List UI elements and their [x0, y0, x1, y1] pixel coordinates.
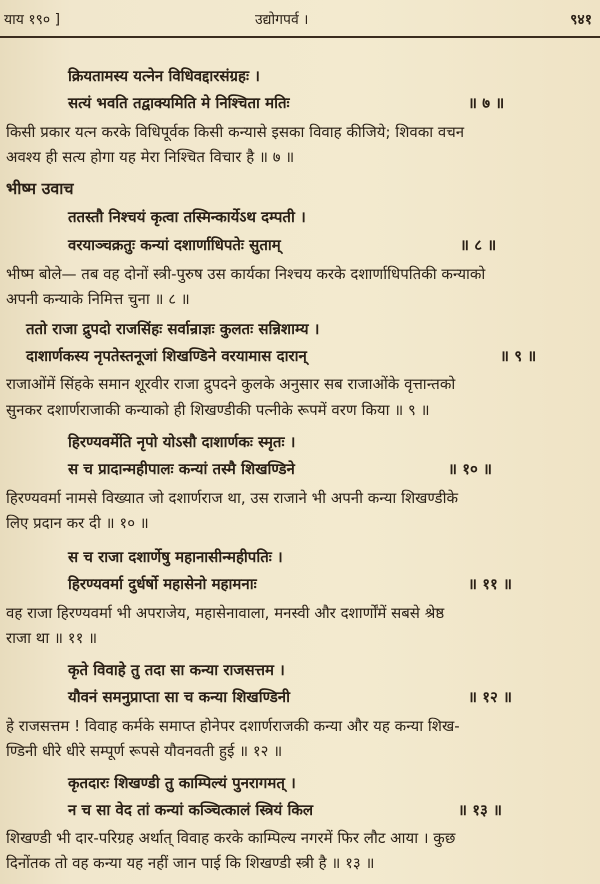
verse-7-line-2: सत्यं भवति तद्वाक्यमिति मे निश्चिता मतिः	[68, 94, 290, 112]
running-title: उद्योगपर्व ।	[255, 12, 309, 28]
page-number: ९४१	[570, 12, 592, 28]
verse-10-line-1: हिरण्यवर्मेति नृपो योऽसौ दाशार्णकः स्मृतः ।	[68, 433, 296, 451]
verse-13-line-2: न च सा वेद तां कन्यां कञ्चित्कालं स्त्रियं किल	[68, 801, 314, 819]
verse-13-line-1: कृतदारः शिखण्डी तु काम्पिल्यं पुनरागमत् ।	[68, 774, 296, 792]
translation-10-line-1: हिरण्यवर्मा नामसे विख्यात जो दशार्णराज था, उस राजाने भी अपनी कन्या शिखण्डीके	[6, 489, 458, 507]
verse-11-number: ॥ ११ ॥	[468, 575, 513, 593]
verse-8-line-2: वरयाञ्चक्रतुः कन्यां दशार्णाधिपतेः सुताम्	[68, 236, 281, 254]
translation-13-line-1: शिखण्डी भी दार-परिग्रह अर्थात् विवाह करके काम्पिल्य नगरमें फिर लौट आया । कुछ	[6, 829, 456, 847]
translation-10-line-2: लिए प्रदान कर दी ॥ १० ॥	[6, 514, 149, 532]
verse-9-number: ॥ ९ ॥	[500, 347, 537, 365]
verse-7-number: ॥ ७ ॥	[468, 94, 505, 112]
page-header	[0, 8, 600, 34]
verse-9-line-1: ततो राजा द्रुपदो राजसिंहः सर्वान्राज्ञः कुलतः सन्निशाम्य ।	[26, 320, 320, 338]
verse-7-line-1: क्रियतामस्य यत्नेन विधिवद्दारसंग्रहः ।	[68, 67, 260, 85]
verse-11-line-1: स च राजा दशार्णेषु महानासीन्महीपतिः ।	[68, 548, 283, 566]
translation-12-line-2: ण्डिनी धीरे धीरे सम्पूर्ण रूपसे यौवनवती हुई ॥ १२ ॥	[6, 742, 283, 760]
header-rule	[0, 36, 600, 38]
verse-12-line-2: यौवनं समनुप्राप्ता सा च कन्या शिखण्डिनी	[68, 688, 290, 706]
translation-8-line-2: अपनी कन्याके निमित्त चुना ॥ ८ ॥	[6, 290, 190, 308]
chapter-reference: याय १९० ]	[4, 12, 61, 28]
verse-12-line-1: कृते विवाहे तु तदा सा कन्या राजसत्तम ।	[68, 661, 285, 679]
verse-10-line-2: स च प्रादान्महीपालः कन्यां तस्मै शिखण्डिने	[68, 460, 295, 478]
speaker-heading: भीष्म उवाच	[6, 179, 74, 198]
verse-12-number: ॥ १२ ॥	[468, 688, 513, 706]
translation-11-line-2: राजा था ॥ ११ ॥	[6, 629, 98, 647]
verse-8-number: ॥ ८ ॥	[460, 236, 497, 254]
translation-12-line-1: हे राजसत्तम ! विवाह कर्मके समाप्त होनेपर दशार्णराजकी कन्या और यह कन्या शिख-	[6, 717, 460, 735]
translation-11-line-1: वह राजा हिरण्यवर्मा भी अपराजेय, महासेनावाला, मनस्वी और दशार्णोंमें सबसे श्रेष्ठ	[6, 604, 445, 622]
translation-8-line-1: भीष्म बोले— तब वह दोनों स्त्री-पुरुष उस कार्यका निश्चय करके दशार्णाधिपतिकी कन्याको	[6, 265, 486, 283]
translation-13-line-2: दिनोंतक तो वह कन्या यह नहीं जान पाई कि शिखण्डी स्त्री है ॥ १३ ॥	[6, 854, 375, 872]
translation-9-line-1: राजाओंमें सिंहके समान शूरवीर राजा द्रुपदने कुलके अनुसार सब राजाओंके वृत्तान्तको	[6, 375, 456, 393]
verse-8-line-1: ततस्तौ निश्चयं कृत्वा तस्मिन्कार्येऽथ दम्पती ।	[68, 208, 306, 226]
verse-9-line-2: दाशार्णकस्य नृपतेस्तनूजां शिखण्डिने वरयामास दारान्	[26, 347, 307, 365]
verse-11-line-2: हिरण्यवर्मा दुर्धर्षो महासेनो महामनाः	[68, 575, 257, 593]
verse-13-number: ॥ १३ ॥	[458, 801, 503, 819]
translation-9-line-2: सुनकर दशार्णराजाकी कन्याको ही शिखण्डीकी पत्नीके रूपमें वरण किया ॥ ९ ॥	[6, 401, 430, 419]
verse-10-number: ॥ १० ॥	[448, 460, 493, 478]
translation-7-line-2: अवश्य ही सत्य होगा यह मेरा निश्चित विचार है ॥ ७ ॥	[6, 148, 295, 166]
translation-7-line-1: किसी प्रकार यत्न करके विधिपूर्वक किसी कन्यासे इसका विवाह कीजिये; शिवका वचन	[6, 123, 465, 141]
